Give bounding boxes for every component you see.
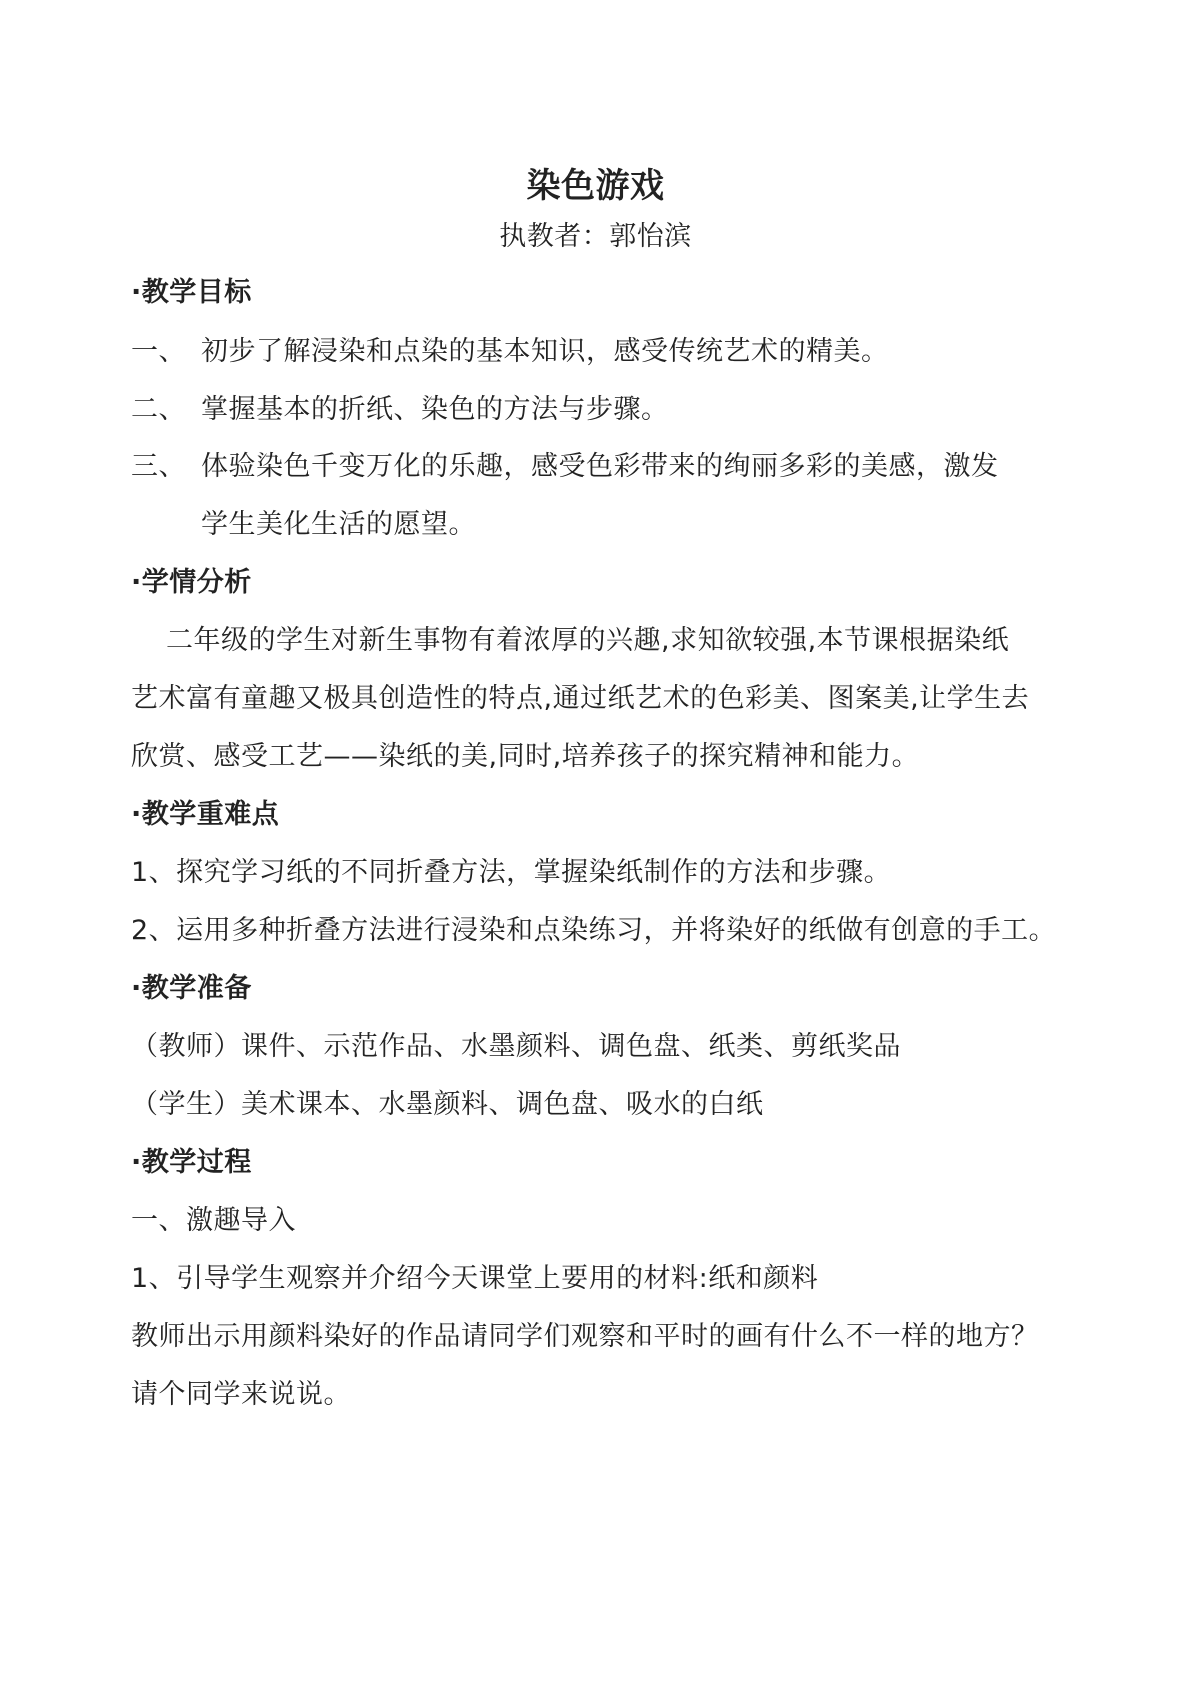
paragraph-line: 教师出示用颜料染好的作品请同学们观察和平时的画有什么不一样的地方？	[131, 1321, 1039, 1352]
list-text: 体验染色千变万化的乐趣，感受色彩带来的绚丽多彩的美感，激发	[201, 451, 999, 482]
section-heading-preparation: ·教学准备	[131, 973, 252, 1004]
paragraph-line: 二年级的学生对新生事物有着浓厚的兴趣,求知欲较强,本节课根据染纸	[166, 625, 1010, 656]
list-text-continued: 学生美化生活的愿望。	[201, 509, 476, 540]
paragraph-line: 请个同学来说说。	[131, 1379, 351, 1410]
section-heading-key-points: ·教学重难点	[131, 799, 280, 830]
list-number: 一、	[131, 336, 186, 367]
page-title: 染色游戏	[526, 166, 665, 206]
paragraph-line: 1、探究学习纸的不同折叠方法，掌握染纸制作的方法和步骤。	[131, 857, 892, 888]
list-number: 二、	[131, 394, 186, 425]
list-text: 初步了解浸染和点染的基本知识，感受传统艺术的精美。	[201, 336, 889, 367]
paragraph-line: 欣赏、感受工艺——染纸的美,同时,培养孩子的探究精神和能力。	[131, 741, 920, 772]
section-heading-analysis: ·学情分析	[131, 567, 252, 598]
paragraph-line: （学生）美术课本、水墨颜料、调色盘、吸水的白纸	[131, 1089, 764, 1120]
paragraph-line: 艺术富有童趣又极具创造性的特点,通过纸艺术的色彩美、图案美,让学生去	[131, 683, 1030, 714]
section-heading-process: ·教学过程	[131, 1147, 252, 1178]
list-text: 掌握基本的折纸、染色的方法与步骤。	[201, 394, 669, 425]
author-line: 执教者：郭怡滨	[499, 221, 692, 252]
section-heading-goals: ·教学目标	[131, 277, 252, 308]
paragraph-line: （教师）课件、示范作品、水墨颜料、调色盘、纸类、剪纸奖品	[131, 1031, 901, 1062]
paragraph-line: 2、运用多种折叠方法进行浸染和点染练习，并将染好的纸做有创意的手工。	[131, 915, 1057, 946]
paragraph-line: 1、引导学生观察并介绍今天课堂上要用的材料:纸和颜料	[131, 1263, 819, 1294]
paragraph-line: 一、激趣导入	[131, 1205, 296, 1236]
list-number: 三、	[131, 451, 186, 482]
